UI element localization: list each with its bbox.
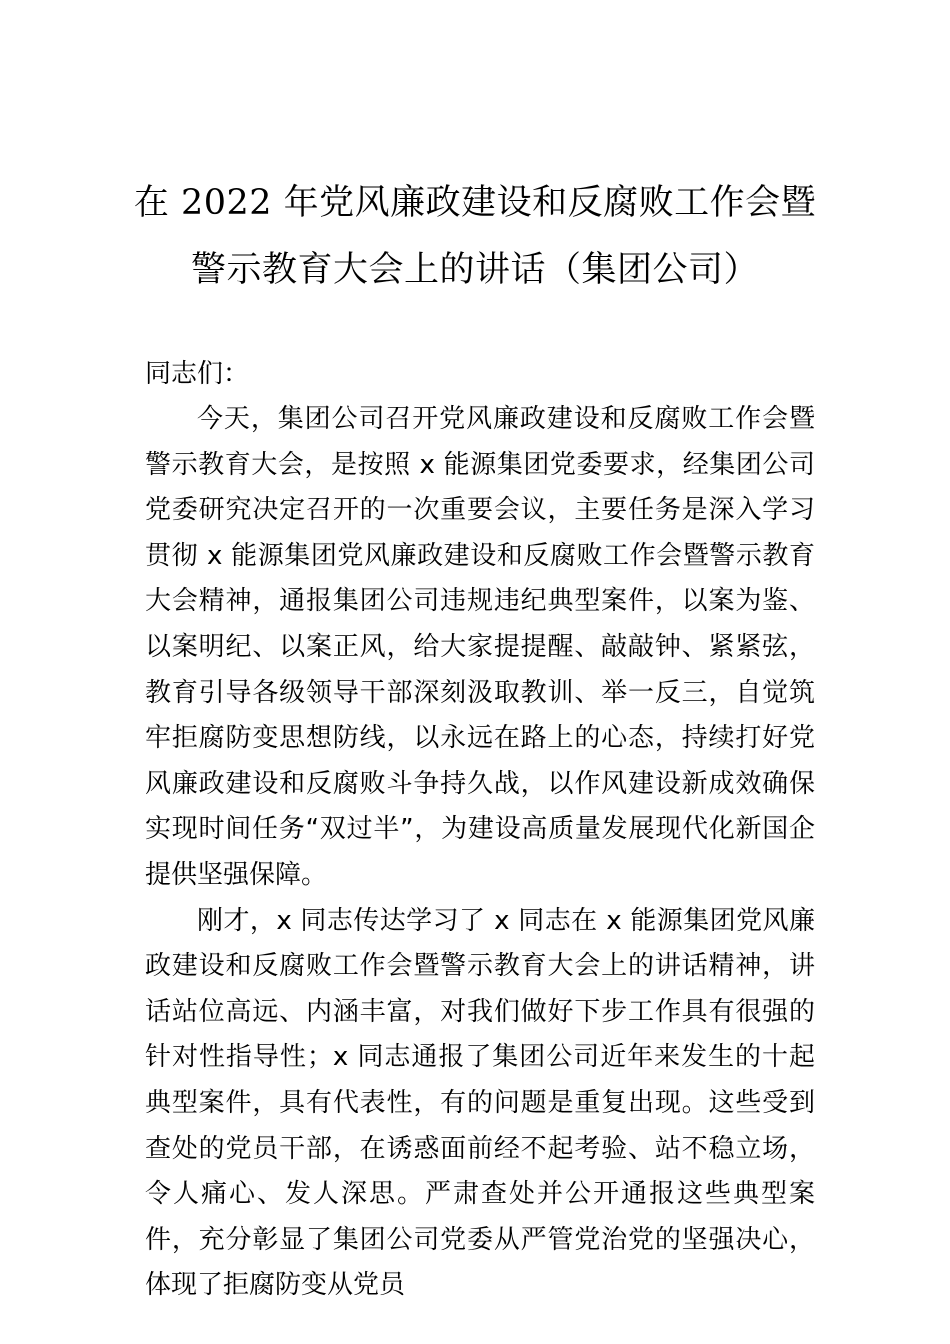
- paragraph-2: 刚才，x 同志传达学习了 x 同志在 x 能源集团党风廉政建设和反腐败工作会暨警示教育大会上的讲话精神，讲话站位高远、内涵丰富，对我们做好下步工作具有很强的针对性指导性；x 同志通报了集团公司近年来发生的十起典型案件，具有代表性，有的问题是重复出现。这些受到查处的党员干部，在诱惑面前经不起考验、站不稳立场，令人痛心、发人深思。严肃查处并公开通报这些典型案件，充分彰显了集团公司党委从严管党治党的坚强决心，体现了拒腐防变从党员: [145, 905, 815, 1301]
- document-title-line-1: 在 2022 年党风廉政建设和反腐败工作会暨: [133, 183, 817, 223]
- document-title-line-2: 警示教育大会上的讲话（集团公司）: [190, 250, 759, 290]
- paragraph-1: 今天，集团公司召开党风廉政建设和反腐败工作会暨警示教育大会，是按照 x 能源集团党委要求，经集团公司党委研究决定召开的一次重要会议，主要任务是深入学习贯彻 x 能源集团党风廉政建设和反腐败工作会暨警示教育大会精神，通报集团公司违规违纪典型案件，以案为鉴、以案明纪、以案正风，给大家提提醒、敲敲钟、紧紧弦，教育引导各级领导干部深刻汲取教训、举一反三，自觉筑牢拒腐防变思想防线，以永远在路上的心态，持续打好党风廉政建设和反腐败斗争持久战，以作风建设新成效确保实现时间任务“双过半”，为建设高质量发展现代化新国企提供坚强保障。: [145, 404, 815, 890]
- document-body: [145, 397, 815, 1309]
- salutation: 同志们：: [145, 359, 250, 389]
